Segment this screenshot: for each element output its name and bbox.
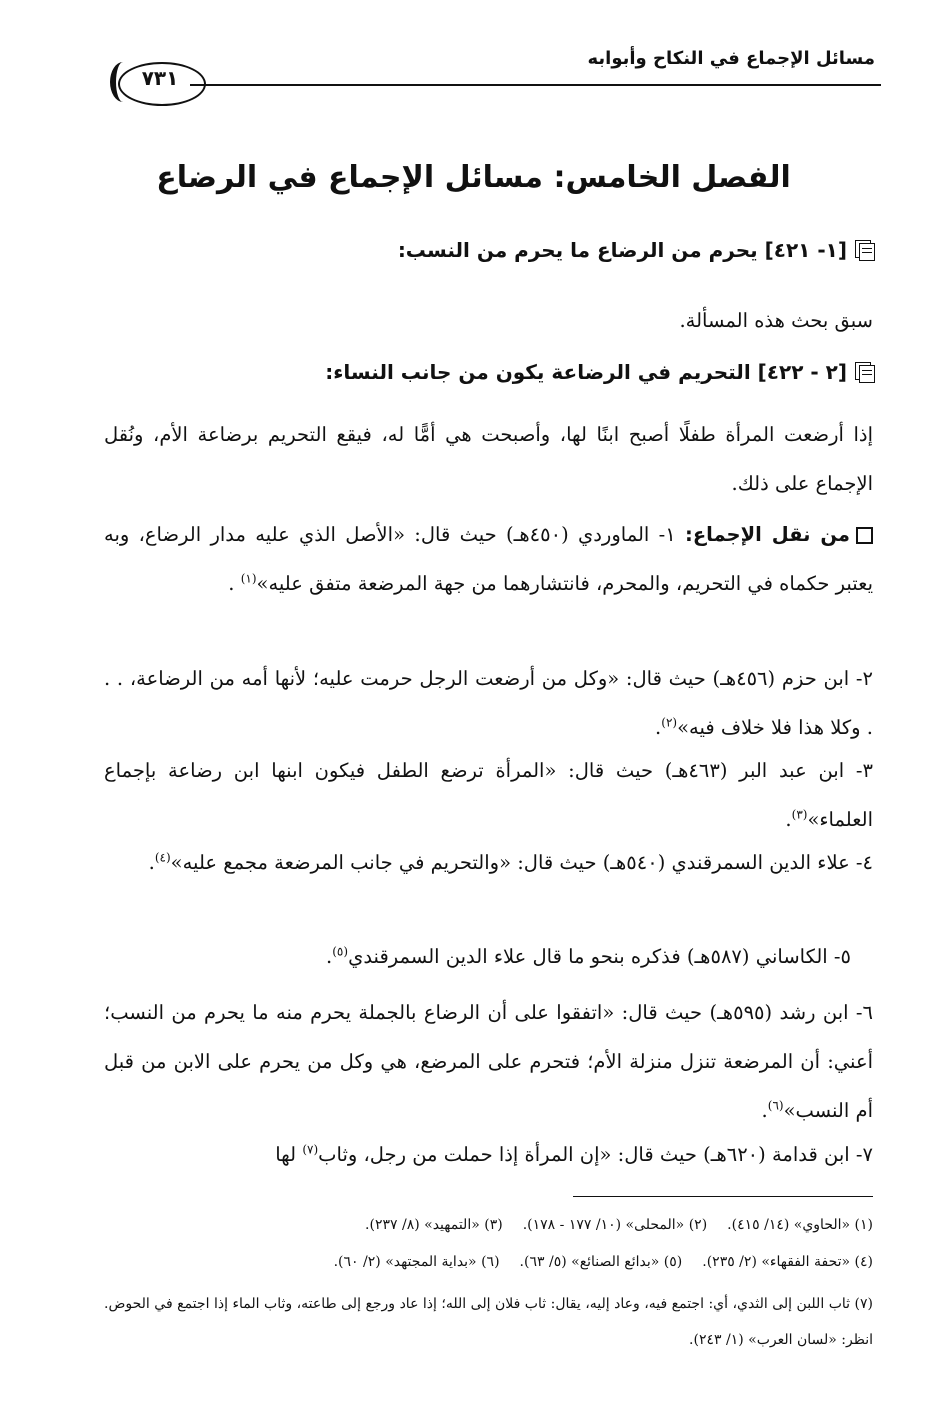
issue-heading-1 — [398, 238, 877, 262]
paragraph-2-text: ٢- ابن حزم (٤٥٦هـ) حيث قال: «وكل من أرضعت الرجل حرمت عليه؛ لأنها أمه من الرضاعة، . . . وكلا هذا فلا خلاف فيه» — [104, 667, 873, 739]
paragraph-1: من نقل الإجماع: ١- الماوردي (٤٥٠هـ) حيث قال: «الأصل الذي عليه مدار الرضاع، وبه يعتبر حكماه في التحريم، والمحرم، فانتشارهما من جهة المرضعة متفق عليه»$^{(١)}$ . — [104, 523, 873, 595]
footnote-ref-6: (٦) — [767, 1098, 784, 1113]
paragraph-5-text: ٥- الكاساني (٥٨٧هـ) فذكره بنحو ما قال علاء الدين السمرقندي — [348, 945, 851, 968]
paragraph-7-text-a: ٧- ابن قدامة (٦٢٠هـ) حيث قال: «إن المرأة إذا حملت من رجل، وثاب — [318, 1143, 873, 1166]
footnotes-row-1 — [104, 1208, 873, 1242]
footnote-2: (٢) «المحلى» (١٠/ ١٧٧ - ١٧٨). — [522, 1217, 708, 1233]
paragraph-intro — [104, 410, 873, 508]
issue-heading-2-text: [٢ - ٤٢٢] التحريم في الرضاعة يكون من جانب النساء: — [325, 360, 847, 384]
paragraph-7-text-b: لها — [275, 1143, 297, 1166]
square-bullet-icon — [856, 527, 873, 544]
paragraph-1-text: ١- الماوردي (٤٥٠هـ) حيث قال: «الأصل الذي عليه مدار الرضاع، وبه يعتبر حكماه في التحريم، والمحرم، فانتشارهما من جهة المرضعة متفق عليه» — [104, 523, 873, 595]
footnote-1: (١) «الحاوي» (١٤/ ٤١٥). — [727, 1217, 873, 1233]
footnote-ref-1: (١) — [240, 571, 257, 586]
chapter-title: الفصل الخامس: مسائل الإجماع في الرضاع — [156, 160, 791, 195]
paragraph-6-text: ٦- ابن رشد (٥٩٥هـ) حيث قال: «اتفقوا على أن الرضاع بالجملة يحرم منه ما يحرم من النسب؛ أعني: أن المرضعة تنزل منزلة الأم؛ فتحرم على المرضع، هي وكل من يحرم على الابن من قبل أم النسب» — [104, 1001, 873, 1122]
transmitters-label: من نقل الإجماع: — [685, 523, 851, 546]
footnote-ref-3: (٣) — [791, 807, 808, 822]
running-title: مسائل الإجماع في النكاح وأبوابه — [587, 48, 875, 69]
issue-heading-2 — [325, 360, 877, 384]
footnote-ref-4: (٤) — [154, 850, 171, 865]
footnote-3: (٣) «التمهيد» (٨/ ٢٣٧). — [365, 1217, 503, 1233]
issue-heading-1-text: [١- ٤٢١] يحرم من الرضاع ما يحرم من النسب: — [397, 238, 847, 262]
paragraph-intro-text: إذا أرضعت المرأة طفلًا أصبح ابنًا لها، وأصبحت هي أمًّا له، فيقع التحريم برضاعة الأم، ونُقل الإجماع على ذلك. — [104, 423, 873, 495]
footnote-7: (٧) ثاب اللبن إلى الثدي، أي: اجتمع فيه، وعاد إليه، يقال: ثاب فلان إلى الله؛ إذا عاد ورجع إلى طاعته، وثاب الماء إذا اجتمع في الحوض. انظر: «لسان العرب» (١/ ٢٤٣). — [104, 1296, 873, 1348]
document-icon — [855, 240, 877, 260]
paragraph-5: ٥- الكاساني (٥٨٧هـ) فذكره بنحو ما قال علاء الدين السمرقندي$^{(٥)}$. — [326, 944, 851, 968]
document-icon — [855, 362, 877, 382]
paragraph-2: ٢- ابن حزم (٤٥٦هـ) حيث قال: «وكل من أرضعت الرجل حرمت عليه؛ لأنها أمه من الرضاعة، . . . وكلا هذا فلا خلاف فيه»$^{(٢)}$. — [104, 667, 873, 739]
paragraph-4-text: ٤- علاء الدين السمرقندي (٥٤٠هـ) حيث قال: «والتحريم في جانب المرضعة مجمع عليه» — [170, 851, 873, 874]
footnote-6: (٦) «بداية المجتهد» (٢/ ٦٠). — [333, 1254, 500, 1270]
page-number: ٧٣١ — [141, 66, 179, 90]
paragraph-prev-text: سبق بحث هذه المسألة. — [679, 309, 873, 332]
paragraph-4: ٤- علاء الدين السمرقندي (٥٤٠هـ) حيث قال: «والتحريم في جانب المرضعة مجمع عليه»$^{(٤)}$. — [148, 850, 873, 874]
footnote-ref-7: (٧) — [302, 1142, 319, 1157]
footnote-5: (٥) «بدائع الصنائع» (٥/ ٦٣). — [519, 1254, 683, 1270]
header-rule — [190, 84, 881, 86]
footnote-4: (٤) «تحفة الفقهاء» (٢/ ٢٣٥). — [702, 1254, 873, 1270]
paragraph-prev-discussed — [104, 296, 873, 345]
footnote-7-block — [104, 1286, 873, 1358]
footnote-rule — [573, 1196, 873, 1197]
footnote-ref-2: (٢) — [661, 715, 678, 730]
footnote-ref-5: (٥) — [332, 944, 349, 959]
footnotes-row-2 — [104, 1245, 873, 1279]
paragraph-3-text: ٣- ابن عبد البر (٤٦٣هـ) حيث قال: «المرأة ترضع الطفل فيكون ابنها ابن رضاعة بإجماع العلماء» — [104, 759, 873, 831]
paragraph-7 — [104, 1130, 873, 1179]
paragraph-3: ٣- ابن عبد البر (٤٦٣هـ) حيث قال: «المرأة ترضع الطفل فيكون ابنها ابن رضاعة بإجماع العلماء»$^{(٣)}$. — [104, 759, 873, 831]
paragraph-6: ٦- ابن رشد (٥٩٥هـ) حيث قال: «اتفقوا على أن الرضاع بالجملة يحرم منه ما يحرم من النسب؛ أعني: أن المرضعة تنزل منزلة الأم؛ فتحرم على المرضع، هي وكل من يحرم على الابن من قبل أم النسب»$^{(٦)}$. — [104, 1001, 873, 1122]
